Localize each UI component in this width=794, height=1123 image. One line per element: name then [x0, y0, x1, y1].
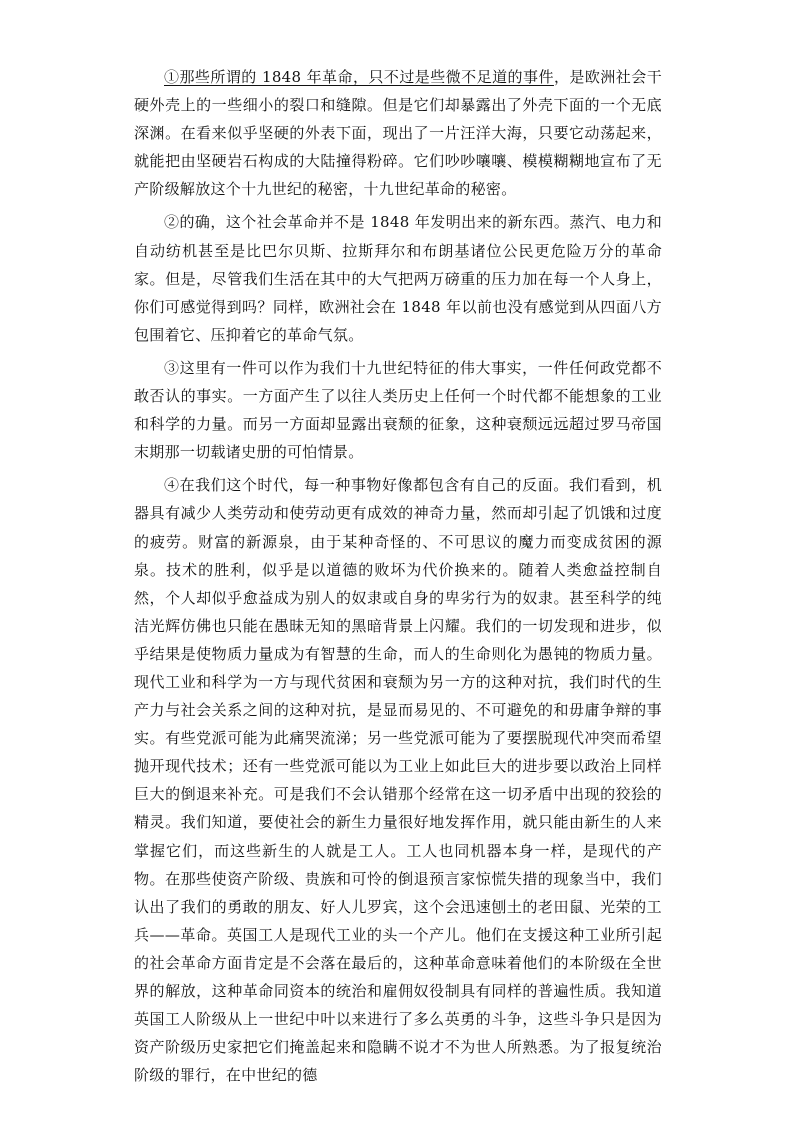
paragraph-4: ④在我们这个时代，每一种事物好像都包含有自己的反面。我们看到，机器具有减少人类劳动和使劳动更有成效的神奇力量，然而却引起了饥饿和过度的疲劳。财富的新源泉，由于某种奇怪的、不可思议的魔力而变成贫困的源泉。技术的胜利，似乎是以道德的败坏为代价换来的。随着人类愈益控制自然，个人却似乎愈益成为别人的奴隶或自身的卑劣行为的奴隶。甚至科学的纯洁光辉仿佛也只能在愚昧无知的黑暗背景上闪耀。我们的一切发现和进步，似乎结果是使物质力量成为有智慧的生命，而人的生命则化为愚钝的物质力量。现代工业和科学为一方与现代贫困和衰颓为另一方的这种对抗，我们时代的生产力与社会关系之间的这种对抗，是显而易见的、不可避免的和毋庸争辩的事实。有些党派可能为此痛哭流涕；另一些党派可能为了要摆脱现代冲突而希望抛开现代技术；还有一些党派可能以为工业上如此巨大的进步要以政治上同样巨大的倒退来补充。可是我们不会认错那个经常在这一切矛盾中出现的狡狯的精灵。我们知道，要使社会的新生力量很好地发挥作用，就只能由新生的人来掌握它们，而这些新生的人就是工人。工人也同机器本身一样，是现代的产物。在那些使资产阶级、贵族和可怜的倒退预言家惊慌失措的现象当中，我们认出了我们的勇敢的朋友、好人儿罗宾，这个会迅速刨土的老田鼠、光荣的工兵——革命。英国工人是现代工业的头一个产儿。他们在支援这种工业所引起的社会革命方面肯定是不会落在最后的，这种革命意味着他们的本阶级在全世界的解放，这种革命同资本的统治和雇佣奴役制具有同样的普遍性质。我知道英国工人阶级从上一世纪中叶以来进行了多么英勇的斗争，这些斗争只是因为资产阶级历史家把它们掩盖起来和隐瞒不说才不为世人所熟悉。为了报复统治阶级的罪行，在中世纪的德 — [134, 476, 662, 1085]
paragraph-2: ②的确，这个社会革命并不是 1848 年发明出来的新东西。蒸汽、电力和自动纺机甚至是比巴尔贝斯、拉斯拜尔和布朗基诸位公民更危险万分的革命家。但是，尽管我们生活在其中的大气把两万磅重的压力加在每一个人身上，你们可感觉得到吗？同样，欧洲社会在 1848 年以前也没有感觉到从四面八方包围着它、压抑着它的革命气氛。 — [134, 213, 662, 344]
paragraph-3: ③这里有一件可以作为我们十九世纪特征的伟大事实，一件任何政党都不敢否认的事实。一方面产生了以往人类历史上任何一个时代都不能想象的工业和科学的力量。而另一方面却显露出衰颓的征象，这种衰颓远远超过罗马帝国末期那一切载诸史册的可怕情景。 — [134, 358, 662, 462]
underlined-sentence: ①那些所谓的 1848 年革命，只不过是些微不足道的事件 — [164, 68, 554, 86]
paragraph-1-rest: ，是欧洲社会干硬外壳上的一些细小的裂口和缝隙。但是它们却暴露出了外壳下面的一个无底深渊。在看来似乎坚硬的外表下面，现出了一片汪洋大海，只要它动荡起来，就能把由坚硬岩石构成的大陆撞得粉碎。它们吵吵嚷嚷、模模糊糊地宣布了无产阶级解放这个十九世纪的秘密，十九世纪革命的秘密。 — [134, 68, 662, 199]
paragraph-1 — [134, 63, 662, 203]
article-body — [134, 63, 662, 1094]
